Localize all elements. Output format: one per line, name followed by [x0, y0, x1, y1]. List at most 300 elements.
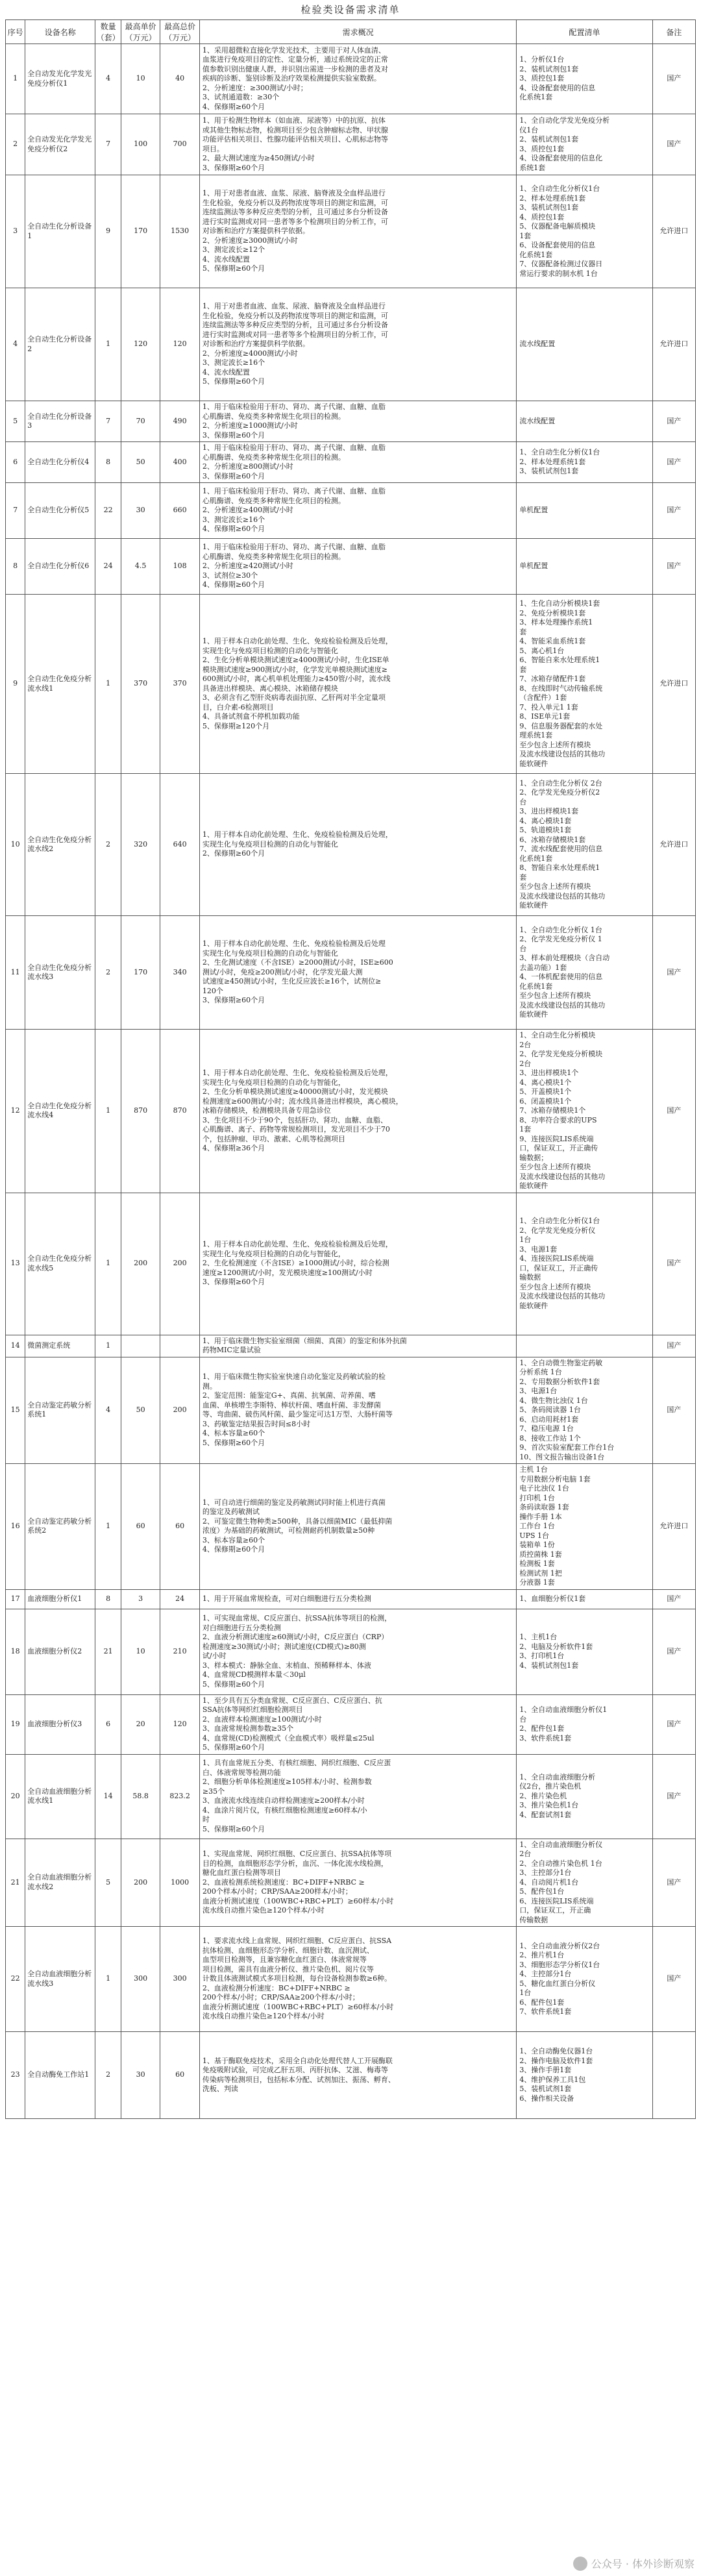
column-header	[517, 20, 652, 44]
config-list-line: 操作手册 1本	[519, 1512, 562, 1521]
config-list-line: 2、全自动推片染色机 1台	[519, 1859, 602, 1868]
requirement-line: 2、可鉴定微生物种类≥500种，具备以细菌MIC（最低抑菌	[202, 1517, 393, 1526]
requirement-line: 3、测定波长≥16个	[202, 515, 265, 524]
requirement-line: 2、血液检测系统检测速度：BC+DIFF+NRBC ≥	[202, 1877, 365, 1887]
row-number: 15	[6, 1357, 25, 1464]
column-header-text: 需求概况	[342, 27, 374, 37]
requirement-line: 时	[202, 1815, 210, 1824]
column-header-text: 设备名称	[44, 27, 76, 37]
config-list-line: 5、配件包1台	[519, 1887, 565, 1896]
column-header	[121, 20, 160, 44]
total-price: 120	[160, 288, 199, 401]
requirement	[199, 916, 516, 1030]
config-list-line: 2、样本处理系统1套	[519, 193, 586, 203]
remark: 允许进口	[652, 595, 695, 774]
remark: 国产	[652, 1754, 695, 1839]
config-list-line: 6、连接医院LIS系统端	[519, 1896, 594, 1905]
requirement-line: 2、生化检测速度（不含ISE）≥1000测试/小时，综合检测	[202, 1259, 389, 1268]
config-list	[517, 288, 652, 401]
config-list-line: 检测试剂 1把	[519, 1568, 562, 1578]
requirement-line: 3、必须含有乙型肝炎病毒表面抗原、乙肝两对半全定量项	[202, 693, 386, 702]
requirement-line: ≥35个	[202, 1787, 225, 1796]
requirement-line: 进行实时监测或对同一患者等多个检测项目的分析工作，可	[202, 217, 388, 226]
config-list-line: 3、质控包1套	[519, 74, 565, 83]
remark: 国产	[652, 1694, 695, 1754]
table-row	[6, 1927, 696, 2032]
config-list-line: 1套	[519, 1125, 532, 1133]
device-name: 全自动鉴定药敏分析系统2	[25, 1464, 95, 1590]
config-list-line: 2、化学发光免疫分析模块	[519, 1050, 603, 1058]
device-name: 全自动生化免疫分析流水线4	[25, 1030, 95, 1193]
unit-price: 120	[121, 288, 160, 401]
remark: 国产	[652, 1839, 695, 1927]
config-list-line: 分液器 1套	[519, 1578, 555, 1587]
requirement-line: 4、具备试剂盒不停机加载功能	[202, 712, 300, 721]
config-list-line: 8、ISE单元1套	[519, 712, 571, 721]
remark: 国产	[652, 401, 695, 442]
requirement-line: 对诊断和治疗方案提供科学依据。	[202, 340, 310, 349]
config-list-line: 至少包含上述所有模块	[519, 882, 591, 891]
config-list	[517, 1754, 652, 1839]
requirement-line: 2、生化测试速度（不含ISE）≥2000测试/小时，ISE≥600	[202, 958, 393, 967]
config-list	[517, 1694, 652, 1754]
table-row	[6, 114, 696, 175]
requirement-line: 血型项目检测等，且兼容糖化血红蛋白、体液常规等	[202, 1955, 367, 1964]
config-list-line: 能软硬件	[519, 901, 548, 910]
config-list	[517, 1839, 652, 1927]
config-list-line: 4、离心模块1个	[519, 1078, 572, 1087]
config-list-line: 仪1台	[519, 125, 539, 134]
requirement-line: 连续监测法等多种反应类型的分析，且可通过多台分析设备	[202, 321, 388, 330]
requirement-line: 的鉴定及药敏测试	[202, 1507, 260, 1517]
column-header-text: 配置清单	[569, 27, 600, 37]
row-number: 9	[6, 595, 25, 774]
requirement-line: 项目检测，需具有血液分析仪、推片染色机、阅片仪等	[202, 1964, 374, 1974]
remark: 国产	[652, 1030, 695, 1193]
config-list	[517, 1609, 652, 1694]
unit-price: 320	[121, 774, 160, 916]
table-header	[6, 20, 696, 44]
config-list-line: 2、推片染色机	[519, 1791, 567, 1800]
requirement-line: 检测速度≥600测试/小时；流水线具备进出样模块，离心模块，	[202, 1096, 403, 1106]
config-list-line: 台	[519, 944, 527, 953]
requirement-line: 3、生化项目不少于90个，包括肝功、肾功、血糖、血脂、	[202, 1115, 387, 1124]
config-list-line: 6、冰箱存储模块1套	[519, 835, 586, 844]
requirement-line: 5、保修期≥60个月	[202, 1824, 265, 1833]
requirement-line: 120个	[202, 986, 223, 995]
config-list-line: 1、全自动酶免仪器1台	[519, 2047, 593, 2055]
config-list	[517, 1030, 652, 1193]
unit-price: 170	[121, 916, 160, 1030]
config-list-line: 1、全自动血液细胞分析仪	[519, 1840, 603, 1849]
config-list-line: 条码读取器 1套	[519, 1503, 569, 1511]
requirement-line: 流水线自动推片染色≥120个样本/小时	[202, 1906, 325, 1914]
config-list-line: 5、条码阅读器 1台	[519, 1406, 581, 1414]
requirement-line: 模块测试速度≥900测试/小时，化学发光单模块测试速度≥	[202, 665, 387, 674]
quantity: 1	[95, 288, 121, 401]
column-header-text: 最高总价	[164, 22, 196, 31]
requirement-line: 3、保修期≥60个月	[202, 1278, 265, 1287]
requirement-line: 1、用于样本自动化前处理、生化、免疫检验检测及后处理	[202, 939, 386, 948]
unit-price: 50	[121, 1357, 160, 1464]
requirement-line: 2、分析速度≥400测试/小时	[202, 506, 293, 515]
config-list-line: 及流水线建设包括的其他功	[519, 1172, 606, 1181]
requirement-line: 血液分析测试速度（100WBC+RBC+PLT）≥60样本/小时	[202, 1896, 394, 1905]
config-list-line: 工作台 1台	[519, 1522, 555, 1530]
device-name: 全自动血液细胞分析流水线3	[25, 1927, 95, 2032]
requirement-line: 1、采用超微粒直接化学发光技术，主要用于对人体血清、	[202, 45, 386, 55]
config-list-line: 口，保证双工，开正确传	[519, 1263, 598, 1272]
config-list	[517, 2032, 652, 2119]
requirement-line: 1、用于临床检验用于肝功、肾功、离子代谢、血糖、血脂	[202, 402, 386, 411]
quantity: 1	[95, 1927, 121, 2032]
requirement-line: 2、分析速度≥3000测试/小时	[202, 236, 298, 245]
requirement	[199, 442, 516, 483]
table-row	[6, 595, 696, 774]
requirement	[199, 2032, 516, 2119]
row-number: 19	[6, 1694, 25, 1754]
quantity: 1	[95, 1464, 121, 1590]
requirement-line: 1、用于对患者血液、血浆、尿液、脑脊液及全血样品进行	[202, 302, 386, 311]
config-list-line: 2、电脑及分析软件1套	[519, 1642, 593, 1651]
config-list-line: 3、装机试剂包1套	[519, 467, 579, 476]
config-list-line: 8、接收工作站 1个	[519, 1433, 581, 1443]
wechat-icon	[573, 2557, 587, 2571]
requirement-line: 1、用于临床微生物实验室快速自动化鉴定及药敏试验的检	[202, 1372, 386, 1381]
requirement	[199, 1927, 516, 2032]
config-list-line: 能软硬件	[519, 1301, 548, 1310]
requirement-line: 血液分析测试速度（100WBC+RBC+PLT）≥60样本/小时	[202, 2002, 394, 2011]
config-list-line: 2、装机试剂包1套	[519, 64, 579, 73]
unit-price: 370	[121, 595, 160, 774]
requirement	[199, 1335, 516, 1357]
requirement-line: 4、血常规(CD)检测模式（全血模式率）吸样量≤25ul	[202, 1733, 375, 1742]
requirement-line: 冰箱存储模块，检测模块具备专用急诊位	[202, 1106, 331, 1115]
config-list-line: 9、首次实验室配套工作台1台	[519, 1443, 615, 1452]
config-list-line: 3、样本前处理模块（含自动	[519, 954, 610, 962]
requirement-line: 2、血液样本检测速度≥100测试/小时	[202, 1715, 322, 1724]
config-list-line: 口，保证双工，开正确	[519, 1906, 591, 1914]
config-list-line: （含配件）1套	[519, 693, 567, 702]
unit-price	[121, 1335, 160, 1357]
quantity: 14	[95, 1754, 121, 1839]
quantity: 21	[95, 1609, 121, 1694]
config-list-line: 1套	[519, 231, 532, 240]
requirement-line: 抗体检测、血细胞形态学分析、细胞计数、血沉测试、	[202, 1946, 374, 1955]
requirement	[199, 44, 516, 114]
table-row	[6, 175, 696, 288]
remark: 国产	[652, 1335, 695, 1357]
column-header-text: 序号	[7, 27, 23, 37]
quantity: 2	[95, 2032, 121, 2119]
config-list	[517, 175, 652, 288]
row-number: 4	[6, 288, 25, 401]
unit-price: 60	[121, 1464, 160, 1590]
requirement-line: 1、至少具有五分类血常规、C反应蛋白、C反应蛋白、抗	[202, 1696, 382, 1705]
requirement-line: 1、具有血常规五分类、有核红细胞、网织红细胞、C反应蛋	[202, 1759, 391, 1767]
config-list	[517, 916, 652, 1030]
total-price: 1000	[160, 1839, 199, 1927]
requirement-line: 4、保修期≥60个月	[202, 1545, 265, 1554]
config-list-line: 4、主控部分1台	[519, 1970, 572, 1978]
row-number: 14	[6, 1335, 25, 1357]
requirement-line: 对白细胞进行五分类检测	[202, 1623, 281, 1632]
requirement-line: 心肌酶谱、免疫类多种常规生化项目的检测。	[202, 412, 345, 421]
remark: 国产	[652, 916, 695, 1030]
requirement	[199, 1193, 516, 1335]
requirement	[199, 1754, 516, 1839]
requirement-line: 4、流水线配置	[202, 367, 250, 377]
remark: 国产	[652, 1193, 695, 1335]
requirement-line: 1、用于样本自动化前处理、生化、免疫检验检测及后处理，	[202, 1240, 393, 1249]
requirement-line: 2、生化分析单模块测试速度≥40000测试/小时，发光模块	[202, 1087, 388, 1096]
requirement-line: 4、标本容量≥60个	[202, 1429, 265, 1438]
total-price: 120	[160, 1694, 199, 1754]
quantity: 1	[95, 1030, 121, 1193]
requirement-line: 4、血常规CD模测样本量＜30μl	[202, 1670, 306, 1679]
quantity: 22	[95, 483, 121, 539]
requirement-line: 心肌酶谱、免疫类多种常规生化项目的检测。	[202, 552, 345, 561]
column-header	[652, 20, 695, 44]
quantity: 8	[95, 1589, 121, 1609]
remark: 国产	[652, 1589, 695, 1609]
requirement-line: 或其他生物标志物，检测项目至少包含肿瘤标志物、甲状腺	[202, 125, 388, 134]
config-list-line: 9、信息服务器配套的水处	[519, 721, 603, 730]
config-list-line: 2、专用数据分析软件1套	[519, 1377, 600, 1386]
config-list-line: 3、装机试剂包1套	[519, 203, 579, 212]
device-name: 全自动发光化学发光免疫分析仪1	[25, 44, 95, 114]
requirement-line: 对诊断和治疗方案提供科学依据。	[202, 227, 310, 236]
config-list-line: 2、化学发光免疫分析仪	[519, 1226, 596, 1235]
requirement	[199, 401, 516, 442]
config-list-line: 1、全自动化学发光免疫分析	[519, 116, 610, 125]
config-list-line: 1、全自动生化分析仪 1台	[519, 925, 602, 934]
config-list-line: 5、轨道模块1套	[519, 826, 572, 834]
config-list-line: 4、微生物比浊仪 1台	[519, 1396, 588, 1405]
total-price: 870	[160, 1030, 199, 1193]
config-list-line: 3、进出样模块1个	[519, 1069, 579, 1077]
config-list-line: 及流水线建设包括的其他功	[519, 1000, 606, 1009]
config-list-line: 1、全自动微生物鉴定药敏	[519, 1358, 603, 1367]
requirement-line: 3、测定波长≥16个	[202, 358, 265, 367]
config-list	[517, 1589, 652, 1609]
config-list-line: 7、冰箱存储模块1个	[519, 1106, 586, 1115]
device-name: 全自动生化分析仪5	[25, 483, 95, 539]
config-list-line: 至少包含上述所有模块	[519, 1163, 591, 1171]
config-list-line: 2台	[519, 1059, 532, 1068]
requirement	[199, 175, 516, 288]
column-header	[25, 20, 95, 44]
requirement-line: 测。	[202, 1381, 217, 1391]
total-price: 300	[160, 1927, 199, 2032]
config-list	[517, 539, 652, 595]
requirement-line: 生化检验，免疫分析以及药物浓度等项目的测定和监测，可	[202, 311, 388, 320]
requirement-line: 药物MIC定量试验	[202, 1346, 261, 1354]
requirement-line: 传染病等检测项目，包括标本分配、试剂加注、振荡、孵育、	[202, 2075, 395, 2084]
requirement	[199, 1030, 516, 1193]
config-list-line: 套	[519, 627, 527, 636]
requirement-line: 项目。	[202, 144, 224, 153]
row-number: 23	[6, 2032, 25, 2119]
config-list-line: 1、主机1台	[519, 1633, 558, 1641]
table-row	[6, 1609, 696, 1694]
device-name: 全自动血液细胞分析流水线2	[25, 1839, 95, 1927]
remark: 国产	[652, 114, 695, 175]
config-list-line: 2、化学发光免疫分析仪 1	[519, 935, 602, 943]
config-list-line: 3、质控包1套	[519, 144, 565, 153]
config-list-line: 能软硬件	[519, 1010, 548, 1019]
config-list-line: 套	[519, 665, 527, 674]
config-list-line: 4、离心模块1套	[519, 816, 572, 825]
requirement-line: 实现生化与免疫项目检测的自动化与智能化	[202, 839, 338, 848]
requirement	[199, 1839, 516, 1927]
config-list-line: 3、电源1套	[519, 1245, 558, 1254]
config-list-line: 化系统1套	[519, 854, 553, 863]
config-list	[517, 774, 652, 916]
requirement-line: 1、实现血常规、网织红细胞、C反应蛋白、抗SSA抗体等项	[202, 1850, 392, 1858]
config-list-line: 质控菌株 1套	[519, 1550, 562, 1559]
requirement	[199, 1464, 516, 1590]
config-list-line: 1、全自动生化分析仪1台	[519, 184, 600, 193]
config-list	[517, 1193, 652, 1335]
total-price: 200	[160, 1193, 199, 1335]
config-list-line: 2、推片机1台	[519, 1951, 565, 1959]
config-list-line: 去盖功能）1套	[519, 963, 567, 972]
config-list-line: 8、在线即时气动传输系统	[519, 684, 603, 693]
unit-price: 4.5	[121, 539, 160, 595]
table-row	[6, 401, 696, 442]
config-list-line: 1、生化自动分析模块1套	[519, 599, 600, 608]
row-number: 22	[6, 1927, 25, 2032]
config-list-line: 6、设备配套使用的信息	[519, 241, 596, 249]
total-price: 200	[160, 1357, 199, 1464]
total-price: 1530	[160, 175, 199, 288]
column-header-text: （万元）	[125, 33, 156, 42]
requirement-line: 3、标本容量≥60个	[202, 1535, 265, 1544]
config-list-line: 5、糖化血红蛋白分析仪	[519, 1979, 596, 1988]
device-name: 全自动发光化学发光免疫分析仪2	[25, 114, 95, 175]
config-list-line: 4、连接医院LIS系统端	[519, 1254, 594, 1263]
config-list-line: 5、开盖模块1个	[519, 1087, 572, 1096]
requirement-line: 洗板、判读	[202, 2085, 238, 2093]
requirement-line: 1、可自动进行细菌的鉴定及药敏测试同时能上机进行真菌	[202, 1498, 386, 1507]
total-price: 640	[160, 774, 199, 916]
requirement	[199, 1357, 516, 1464]
row-number: 2	[6, 114, 25, 175]
device-name: 血液细胞分析仪2	[25, 1609, 95, 1694]
config-list-line: 4、一体机配套使用的信息	[519, 972, 603, 981]
unit-price: 50	[121, 442, 160, 483]
config-list-line: 专用数据分析电脑 1套	[519, 1474, 591, 1483]
requirement-line: 3、保修期≥60个月	[202, 996, 265, 1005]
config-list-line: 2台	[519, 1040, 532, 1049]
total-price: 400	[160, 442, 199, 483]
config-list-line: 检测板 1套	[519, 1559, 555, 1568]
quantity: 4	[95, 44, 121, 114]
requirement-line: 浓度）为基础的药敏测试，可检测耐药机制数量≥50种	[202, 1526, 375, 1535]
requirement-line: 心肌酶谱、免疫类多种常规生化项目的检测。	[202, 496, 345, 505]
requirement-line: 进行实时监测或对同一患者等多个检测项目的分析工作，可	[202, 330, 388, 339]
requirement-line: 600测试/小时，离心机单机处理能力≥450管/小时，流水线	[202, 675, 391, 683]
config-list-line: 流水线配置	[519, 416, 556, 425]
requirement-line: 4、保修期≥60个月	[202, 102, 265, 111]
quantity: 9	[95, 175, 121, 288]
quantity: 4	[95, 1357, 121, 1464]
requirement-line: 200个样本/小时；CRP/SAA≥200样本/小时；	[202, 1887, 352, 1896]
device-name: 全自动生化免疫分析流水线3	[25, 916, 95, 1030]
remark: 允许进口	[652, 1464, 695, 1590]
row-number: 7	[6, 483, 25, 539]
unit-price: 20	[121, 1694, 160, 1754]
requirement-line: 3、血液流水线连续自动样检测速度≥200样本/小时	[202, 1796, 365, 1805]
table-row	[6, 1030, 696, 1193]
requirement-line: 糖化血红蛋白检测等项目	[202, 1868, 281, 1877]
requirement-line: 速度≥1200测试/小时，发光模块速度≥100测试/小时	[202, 1268, 373, 1277]
requirement	[199, 774, 516, 916]
config-list-line: 7、软件系统1套	[519, 2007, 572, 2016]
config-list	[517, 442, 652, 483]
requirement-line: 2、血液分析测试速度≥60测试/小时，C反应蛋白（CRP）	[202, 1633, 389, 1641]
config-list-line: 至少包含上述所有模块	[519, 740, 591, 749]
requirement-line: 2、细胞分析单体检测速度≥105样本/小时、检测参数	[202, 1777, 372, 1786]
unit-price: 30	[121, 2032, 160, 2119]
requirement-line: 具备进出样模块、离心模块、冰箱储存模块	[202, 684, 338, 693]
config-list-line: 口，保证双工，开正确传	[519, 1144, 598, 1152]
requirement-line: 流水线自动推片染色≥120个样本/小时	[202, 2012, 325, 2021]
config-list-line: 及流水线建设包括的其他功	[519, 891, 606, 900]
requirement-line: 5、保修期≥60个月	[202, 377, 265, 386]
table-row	[6, 2032, 696, 2119]
requirement-line: 2、生化分析单模块测试速度≥4000测试/小时，生化ISE单	[202, 656, 389, 664]
device-name: 全自动生化分析仪6	[25, 539, 95, 595]
row-number: 3	[6, 175, 25, 288]
total-price: 823.2	[160, 1754, 199, 1839]
config-list-line: 1、全自动生化分析仪 2台	[519, 778, 602, 787]
config-list-line: 3、细胞形态学分析仪1台	[519, 1960, 600, 1969]
requirement-line: 3、药敏鉴定结果报告时间≤8小时	[202, 1419, 311, 1428]
config-list-line: 仪2台，推片染色机	[519, 1782, 582, 1791]
requirement-line: 血菌、单核增生李斯特、棒状杆菌、嗜血杆菌、非发酵菌	[202, 1400, 381, 1409]
requirement-line: 2、分析速度≥1000测试/小时	[202, 421, 298, 430]
config-list-line: 理系统1套	[519, 731, 553, 739]
requirement-line: 3、试剂位≥30个	[202, 571, 258, 580]
column-header-text: 备注	[666, 27, 682, 37]
total-price: 108	[160, 539, 199, 595]
column-header	[199, 20, 516, 44]
requirement	[199, 483, 516, 539]
config-list-line: 3、打印机1台	[519, 1652, 565, 1660]
total-price: 340	[160, 916, 199, 1030]
config-list-line: 流水线配置	[519, 340, 556, 349]
row-number: 16	[6, 1464, 25, 1590]
column-header	[95, 20, 121, 44]
config-list-line: 3、推片染色机1台	[519, 1801, 579, 1810]
requirement-line: 3、血液常规检测参数≥35个	[202, 1724, 294, 1733]
column-header-text: （套）	[96, 33, 120, 42]
table-body	[6, 44, 696, 2119]
config-list-line: 7、稳压电源 1台	[519, 1424, 574, 1433]
requirement-line: 实现生化与免疫项目检测的自动化与智能化，	[202, 1249, 345, 1258]
quantity: 7	[95, 114, 121, 175]
table-row	[6, 916, 696, 1030]
table-row	[6, 774, 696, 916]
device-name: 血液细胞分析仪1	[25, 1589, 95, 1609]
config-list-line: 套	[519, 873, 527, 882]
config-list-line: 台	[519, 797, 527, 806]
total-price: 60	[160, 2032, 199, 2119]
requirement-line: 测试/小时，免疫≥200测试/小时，化学发光最大测	[202, 967, 363, 976]
requirement	[199, 539, 516, 595]
